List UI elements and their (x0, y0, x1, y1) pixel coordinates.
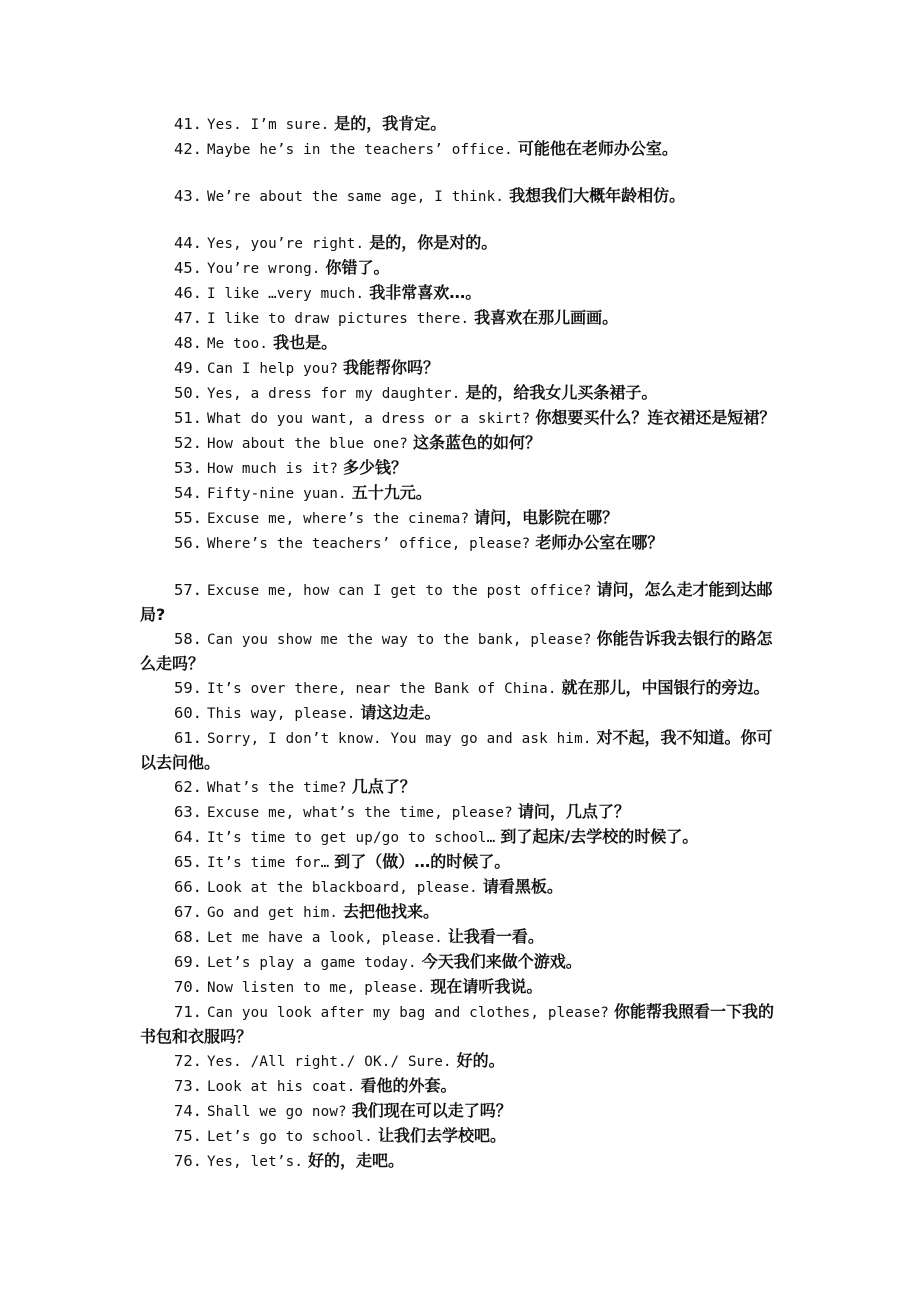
list-item (140, 701, 782, 726)
chinese-translation: 我非常喜欢…。 (369, 283, 482, 302)
item-number: 56. (174, 534, 202, 552)
list-item (140, 431, 782, 456)
list-item (140, 850, 782, 875)
list-item (140, 356, 782, 381)
english-sentence: Look at his coat. (206, 1079, 356, 1095)
item-number: 66. (174, 878, 202, 896)
list-item (140, 950, 782, 975)
item-number: 44. (174, 234, 202, 252)
english-sentence: Excuse me, where’s the cinema? (206, 511, 470, 527)
phrase-list (140, 112, 782, 1174)
english-sentence: Go and get him. (206, 905, 339, 921)
chinese-translation: 我想我们大概年龄相仿。 (509, 186, 686, 205)
item-number: 72. (174, 1052, 202, 1070)
chinese-translation: 多少钱？ (343, 458, 408, 477)
list-item (140, 627, 782, 676)
item-number: 49. (174, 359, 202, 377)
item-number: 76. (174, 1152, 202, 1170)
english-sentence: How about the blue one? (206, 436, 408, 452)
item-number: 42. (174, 140, 202, 158)
item-number: 60. (174, 704, 202, 722)
list-item (140, 506, 782, 531)
item-number: 55. (174, 509, 202, 527)
english-sentence: Let me have a look, please. (206, 930, 443, 946)
chinese-translation: 到了（做）…的时候了。 (334, 852, 511, 871)
english-sentence: This way, please. (206, 706, 356, 722)
item-number: 58. (174, 630, 202, 648)
english-sentence: Sorry, I don’t know. You may go and ask him. (206, 731, 592, 747)
list-item (140, 531, 782, 556)
english-sentence: Can you look after my bag and clothes, please? (206, 1005, 610, 1021)
english-sentence: Let’s go to school. (206, 1129, 374, 1145)
chinese-translation: 我们现在可以走了吗？ (351, 1101, 512, 1120)
item-number: 57. (174, 581, 202, 599)
english-sentence: It’s time to get up/go to school… (206, 830, 496, 846)
english-sentence: Maybe he’s in the teachers’ office. (206, 142, 513, 158)
chinese-translation: 我能帮你吗？ (343, 358, 440, 377)
item-number: 67. (174, 903, 202, 921)
list-item (140, 281, 782, 306)
item-number: 62. (174, 778, 202, 796)
list-item (140, 1049, 782, 1074)
english-sentence: Excuse me, how can I get to the post office? (206, 583, 592, 599)
english-sentence: Yes, let’s. (206, 1154, 304, 1170)
list-item (140, 331, 782, 356)
chinese-translation: 请看黑板。 (482, 877, 563, 896)
chinese-translation: 让我们去学校吧。 (377, 1126, 506, 1145)
chinese-translation: 好的。 (456, 1051, 505, 1070)
list-item (140, 676, 782, 701)
chinese-translation: 这条蓝色的如何？ (412, 433, 541, 452)
item-number: 65. (174, 853, 202, 871)
english-sentence: How much is it? (206, 461, 339, 477)
english-sentence: Can I help you? (206, 361, 339, 377)
list-item (140, 306, 782, 331)
item-number: 47. (174, 309, 202, 327)
chinese-translation: 看他的外套。 (360, 1076, 457, 1095)
chinese-translation: 今天我们来做个游戏。 (421, 952, 582, 971)
item-number: 71. (174, 1003, 202, 1021)
chinese-translation: 是的，你是对的。 (369, 233, 498, 252)
english-sentence: Fifty-nine yuan. (206, 486, 347, 502)
item-number: 41. (174, 115, 202, 133)
list-item (140, 578, 782, 627)
english-sentence: Excuse me, what’s the time, please? (206, 805, 513, 821)
item-number: 53. (174, 459, 202, 477)
chinese-translation: 请问，几点了？ (517, 802, 630, 821)
list-item (140, 184, 782, 209)
chinese-translation: 你能帮我照看一下我的书包和衣服吗？ (140, 1002, 775, 1046)
english-sentence: Let’s play a game today. (206, 955, 417, 971)
list-item (140, 256, 782, 281)
chinese-translation: 五十九元。 (351, 483, 432, 502)
chinese-translation: 我也是。 (273, 333, 338, 352)
list-item (140, 726, 782, 775)
english-sentence: It’s over there, near the Bank of China. (206, 681, 557, 697)
chinese-translation: 请问，电影院在哪？ (474, 508, 619, 527)
chinese-translation: 请问，怎么走才能到达邮局? (140, 580, 773, 624)
english-sentence: Shall we go now? (206, 1104, 347, 1120)
item-number: 73. (174, 1077, 202, 1095)
list-item (140, 875, 782, 900)
list-item (140, 800, 782, 825)
item-number: 70. (174, 978, 202, 996)
list-item (140, 381, 782, 406)
chinese-translation: 到了起床/去学校的时候了。 (500, 827, 699, 846)
item-number: 48. (174, 334, 202, 352)
item-number: 69. (174, 953, 202, 971)
english-sentence: Yes. I’m sure. (206, 117, 330, 133)
english-sentence: Me too. (206, 336, 269, 352)
item-number: 45. (174, 259, 202, 277)
english-sentence: Where’s the teachers’ office, please? (206, 536, 531, 552)
item-number: 43. (174, 187, 202, 205)
list-item (140, 1124, 782, 1149)
list-item (140, 925, 782, 950)
list-item (140, 900, 782, 925)
item-number: 51. (174, 409, 202, 427)
english-sentence: Yes, you’re right. (206, 236, 365, 252)
english-sentence: Can you show me the way to the bank, please? (206, 632, 592, 648)
item-number: 63. (174, 803, 202, 821)
item-number: 50. (174, 384, 202, 402)
document-page (140, 112, 782, 1174)
english-sentence: Look at the blackboard, please. (206, 880, 478, 896)
chinese-translation: 是的，我肯定。 (334, 114, 447, 133)
item-number: 46. (174, 284, 202, 302)
chinese-translation: 我喜欢在那儿画画。 (474, 308, 619, 327)
english-sentence: I like …very much. (206, 286, 365, 302)
item-number: 68. (174, 928, 202, 946)
english-sentence: Yes. /All right./ OK./ Sure. (206, 1054, 452, 1070)
english-sentence: Now listen to me, please. (206, 980, 426, 996)
english-sentence: What do you want, a dress or a skirt? (206, 411, 531, 427)
english-sentence: We’re about the same age, I think. (206, 189, 505, 205)
item-number: 52. (174, 434, 202, 452)
item-number: 74. (174, 1102, 202, 1120)
list-item (140, 137, 782, 162)
chinese-translation: 你能告诉我去银行的路怎么走吗？ (140, 629, 773, 673)
item-number: 54. (174, 484, 202, 502)
list-item (140, 775, 782, 800)
english-sentence: It’s time for… (206, 855, 330, 871)
list-item (140, 481, 782, 506)
chinese-translation: 你想要买什么？连衣裙还是短裙？ (535, 408, 776, 427)
chinese-translation: 是的，给我女儿买条裙子。 (465, 383, 658, 402)
chinese-translation: 对不起，我不知道。你可以去问他。 (140, 728, 773, 772)
list-item (140, 825, 782, 850)
list-item (140, 456, 782, 481)
chinese-translation: 去把他找来。 (343, 902, 440, 921)
list-item (140, 975, 782, 1000)
chinese-translation: 让我看一看。 (447, 927, 544, 946)
chinese-translation: 好的，走吧。 (308, 1151, 405, 1170)
item-number: 75. (174, 1127, 202, 1145)
list-item (140, 1000, 782, 1049)
chinese-translation: 可能他在老师办公室。 (517, 139, 678, 158)
chinese-translation: 就在那儿，中国银行的旁边。 (561, 678, 770, 697)
english-sentence: Yes, a dress for my daughter. (206, 386, 461, 402)
item-number: 61. (174, 729, 202, 747)
chinese-translation: 你错了。 (325, 258, 390, 277)
english-sentence: What’s the time? (206, 780, 347, 796)
list-item (140, 1074, 782, 1099)
chinese-translation: 老师办公室在哪？ (535, 533, 664, 552)
list-item (140, 112, 782, 137)
list-item (140, 1149, 782, 1174)
list-item (140, 406, 782, 431)
english-sentence: I like to draw pictures there. (206, 311, 470, 327)
item-number: 59. (174, 679, 202, 697)
list-item (140, 1099, 782, 1124)
chinese-translation: 现在请听我说。 (430, 977, 543, 996)
chinese-translation: 请这边走。 (360, 703, 441, 722)
list-item (140, 231, 782, 256)
chinese-translation: 几点了？ (351, 777, 416, 796)
english-sentence: You’re wrong. (206, 261, 321, 277)
item-number: 64. (174, 828, 202, 846)
